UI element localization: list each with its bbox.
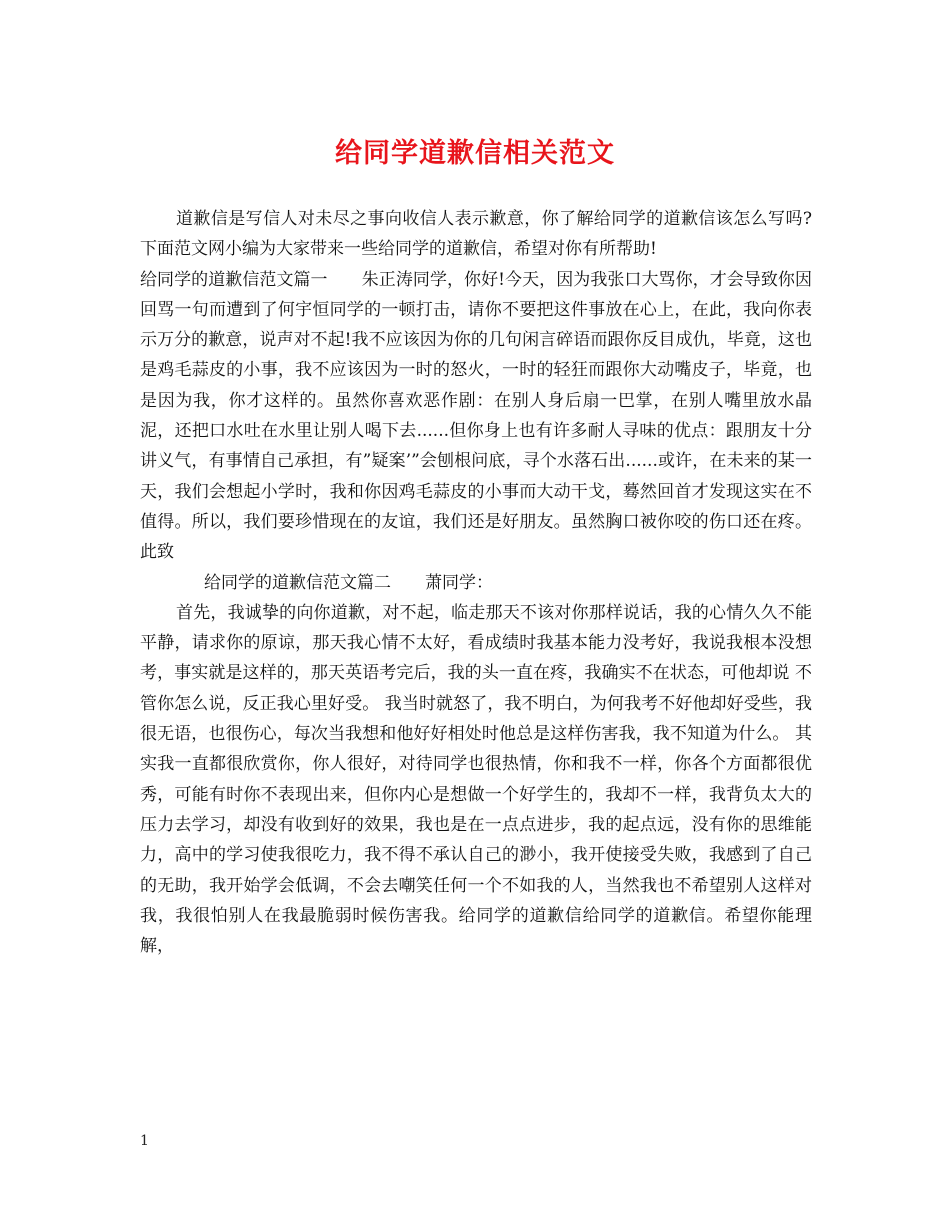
letter-one-paragraph: 给同学的道歉信范文篇一 朱正涛同学，你好!今天，因为我张口大骂你，才会导致你因回骂一句而遭到了何宇恒同学的一顿打击，请你不要把这件事放在心上，在此，我向你表示万分的歉意，说声对不起!我不应该因为你的几句闲言碎语而跟你反目成仇，毕竟，这也是鸡毛蒜皮的小事，我不应该因为一时的怒火，一时的轻狂而跟你大动嘴皮子，毕竟，也是因为我，你才这样的。虽然你喜欢恶作剧：在别人身后扇一巴掌，在别人嘴里放水晶泥，还把口水吐在水里让别人喝下去......但你身上也有许多耐人寻味的优点：跟朋友十分讲义气，有事情自己承担，有”疑案’”会刨根问底，寻个水落石出......或许，在未来的某一天，我们会想起小学时，我和你因鸡毛蒜皮的小事而大动干戈，蓦然回首才发现这实在不值得。所以，我们要珍惜现在的友谊，我们还是好朋友。虽然胸口被你咬的伤口还在疼。此致 xyxy=(140,269,812,563)
letter-two-paragraph: 首先，我诚挚的向你道歉，对不起，临走那天不该对你那样说话，我的心情久久不能平静，请求你的原谅，那天我心情不太好，看成绩时我基本能力没考好，我说我根本没想考，事实就是这样的，那天英语考完后，我的头一直在疼，我确实不在状态，可他却说 不管你怎么说，反正我心里好受。 我当时就怒了，我不明白，为何我考不好他却好受些，我很无语，也很伤心，每次当我想和他好好相处时他总是这样伤害我，我不知道为什么。 其实我一直都很欣赏你，你人很好，对待同学也很热情，你和我不一样，你各个方面都很优秀，可能有时你不表现出来，但你内心是想做一个好学生的，我却不一样，我背负太大的压力去学习，却没有收到好的效果，我也是在一点点进步，我的起点远，没有你的思维能力，高中的学习使我很吃力，我不得不承认自己的渺小，我开使接受失败，我感到了自己的无助，我开始学会低调，不会去嘲笑任何一个不如我的人，当然我也不希望别人这样对我，我很怕别人在我最脆弱时候伤害我。给同学的道歉信给同学的道歉信。希望你能理解， xyxy=(140,602,812,957)
intro-paragraph: 道歉信是写信人对未尽之事向收信人表示歉意，你了解给同学的道歉信该怎么写吗?下面范文网小编为大家带来一些给同学的道歉信，希望对你有所帮助! xyxy=(140,209,812,260)
page-number: 1 xyxy=(140,1133,149,1149)
letter-two-heading: 给同学的道歉信范文篇二 萧同学： xyxy=(204,572,493,593)
document-body xyxy=(140,204,812,961)
document-title: 给同学道歉信相关范文 xyxy=(335,138,615,169)
